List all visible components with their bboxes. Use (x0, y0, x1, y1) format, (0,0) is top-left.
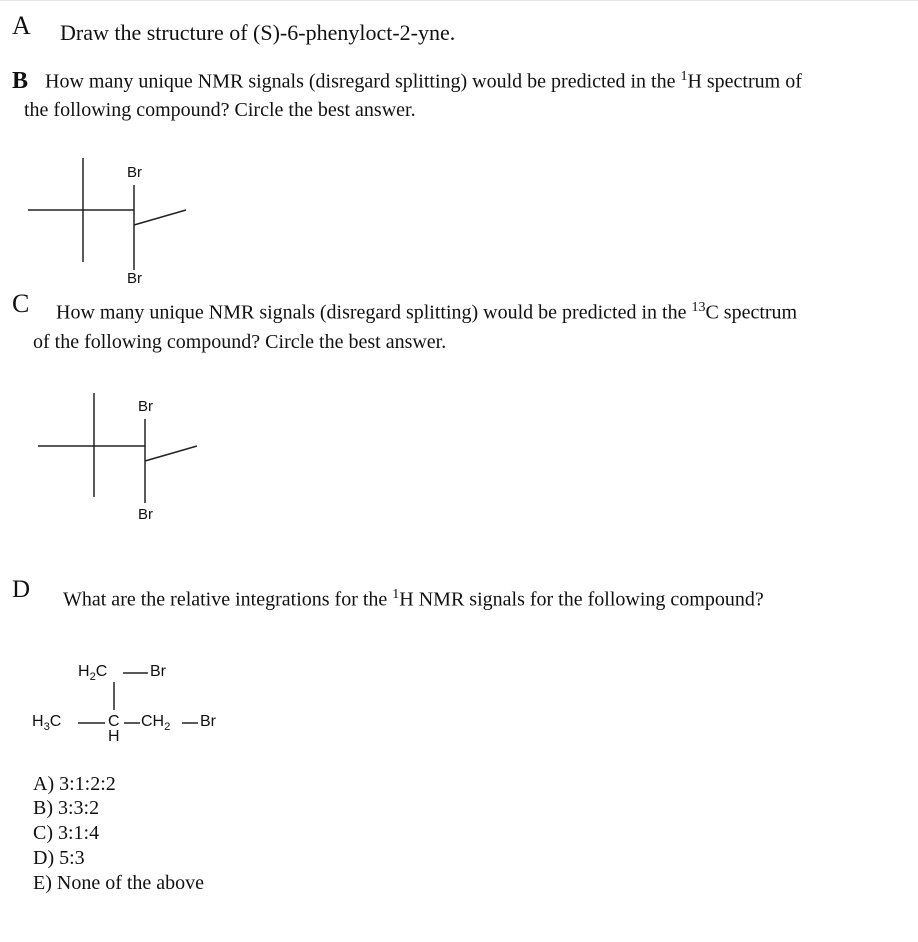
question-b-text-line2: the following compound? Circle the best answer. (24, 99, 416, 121)
question-d-right-group: $CH_2$ (141, 713, 171, 734)
question-d-center-h: H (108, 728, 120, 745)
question-d-formula-bonds (0, 650, 260, 760)
question-d-text: What are the relative integrations for the $^1$H NMR signals for the following compound? (63, 587, 764, 611)
question-d-left-group: $H_3C$ (32, 713, 62, 734)
bond-right (145, 446, 197, 461)
question-c-br-top: Br (138, 398, 153, 415)
question-b-structure (0, 150, 220, 290)
question-d-center-c: C (108, 713, 120, 730)
question-a-text: Draw the structure of (S)-6-phenyloct-2-yne. (60, 20, 456, 45)
question-c-text-line2: of the following compound? Circle the best answer. (33, 331, 447, 353)
option-a[interactable]: A) 3:1:2:2 (33, 773, 116, 795)
question-c-letter: C (12, 289, 30, 318)
question-d-right-br: Br (200, 713, 216, 730)
question-a-letter: A (12, 11, 31, 40)
question-b-br-top: Br (127, 164, 142, 181)
question-b-text-line1: How many unique NMR signals (disregard splitting) would be predicted in the $^1$H spectrum of (45, 69, 802, 93)
question-d-top-br: Br (150, 663, 166, 680)
question-c-text-line1: How many unique NMR signals (disregard splitting) would be predicted in the $^{13}$C spectrum (56, 300, 798, 324)
question-b-letter: B (12, 68, 29, 94)
option-b[interactable]: B) 3:3:2 (33, 797, 100, 819)
question-b-br-bottom: Br (127, 270, 142, 287)
question-c-br-bottom: Br (138, 506, 153, 523)
bond-right (134, 210, 186, 225)
option-c[interactable]: C) 3:1:4 (33, 822, 100, 844)
question-d-top-group: $H_2C$ (78, 663, 108, 684)
top-border (0, 0, 918, 1)
question-c-structure (0, 385, 230, 525)
option-e[interactable]: E) None of the above (33, 872, 205, 894)
option-d[interactable]: D) 5:3 (33, 847, 85, 869)
question-d-letter: D (12, 576, 31, 603)
